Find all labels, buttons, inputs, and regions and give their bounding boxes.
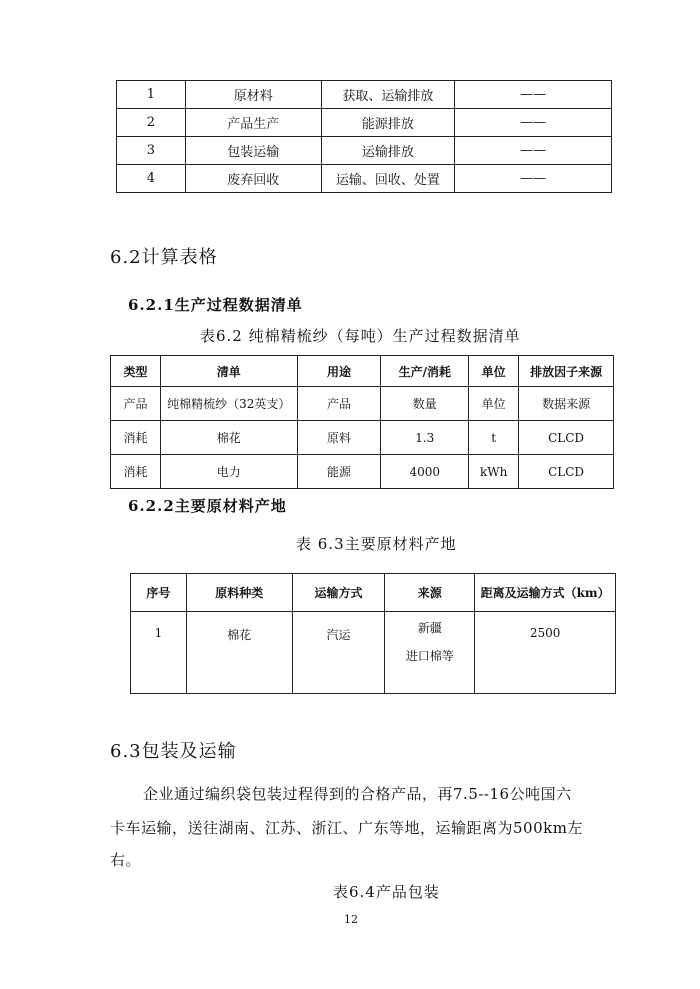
table-cell: 产品 — [111, 387, 161, 421]
section-heading-6-3: 6.3包装及运输 — [110, 741, 237, 762]
column-header: 用途 — [297, 356, 381, 387]
source-line: 新疆 — [417, 621, 442, 635]
table-row — [111, 455, 614, 489]
table-cell: —— — [455, 81, 612, 109]
table-row — [117, 81, 612, 109]
table-cell: 能源 — [297, 455, 381, 489]
table-cell: 包装运输 — [185, 137, 321, 165]
table-header-row — [111, 356, 614, 387]
table-cell: 原材料 — [185, 81, 321, 109]
table-cell: CLCD — [519, 455, 614, 489]
column-header: 运输方式 — [292, 574, 385, 612]
column-header: 类型 — [111, 356, 161, 387]
table-cell: 原料 — [297, 421, 381, 455]
table-cell: 2500 — [475, 612, 616, 694]
table-row — [117, 165, 612, 193]
table-caption-6-4: 表6.4产品包装 — [333, 883, 440, 901]
paragraph-line: 卡车运输，送往湖南、江苏、浙江、广东等地，运输距离为500km左 — [110, 819, 583, 837]
column-header: 原料种类 — [186, 574, 292, 612]
column-header: 距离及运输方式（km） — [475, 574, 616, 612]
section-heading-6-2-2: 6.2.2主要原材料产地 — [128, 497, 287, 515]
table-row — [117, 109, 612, 137]
table-cell: 产品 — [297, 387, 381, 421]
column-header: 序号 — [131, 574, 187, 612]
page-number: 12 — [344, 913, 358, 926]
table-cell: 1 — [131, 612, 187, 694]
column-header: 清单 — [160, 356, 297, 387]
table-row — [131, 612, 616, 694]
table-header-row — [131, 574, 616, 612]
table-cell: 纯棉精梳纱（32英支） — [160, 387, 297, 421]
column-header: 来源 — [385, 574, 475, 612]
column-header: 生产/消耗 — [381, 356, 469, 387]
table-cell: 棉花 — [160, 421, 297, 455]
table-cell: 单位 — [469, 387, 519, 421]
table-cell: 4 — [117, 165, 186, 193]
table-cell: t — [469, 421, 519, 455]
table-caption-6-3: 表 6.3主要原材料产地 — [296, 535, 457, 553]
table-cell: 能源排放 — [321, 109, 455, 137]
raw-material-origin-table — [130, 573, 616, 694]
table-cell: 棉花 — [186, 612, 292, 694]
paragraph-line: 企业通过编织袋包装过程得到的合格产品，再7.5--16公吨国六 — [143, 785, 572, 803]
table-cell: 1.3 — [381, 421, 469, 455]
production-data-table — [110, 355, 614, 489]
table-cell: 汽运 — [292, 612, 385, 694]
column-header: 单位 — [469, 356, 519, 387]
table-cell: 3 — [117, 137, 186, 165]
section-heading-6-2: 6.2计算表格 — [110, 247, 218, 268]
table-cell: —— — [455, 165, 612, 193]
table-cell: CLCD — [519, 421, 614, 455]
table-row — [111, 421, 614, 455]
table-cell: 产品生产 — [185, 109, 321, 137]
table-cell: 1 — [117, 81, 186, 109]
table-cell: 消耗 — [111, 455, 161, 489]
table-cell: —— — [455, 109, 612, 137]
table-cell: 电力 — [160, 455, 297, 489]
table-cell: —— — [455, 137, 612, 165]
table-cell: kWh — [469, 455, 519, 489]
table-row — [117, 137, 612, 165]
table-cell: 废弃回收 — [185, 165, 321, 193]
table-row — [111, 387, 614, 421]
table-caption-6-2: 表6.2 纯棉精梳纱（每吨）生产过程数据清单 — [200, 327, 521, 345]
table-cell: 消耗 — [111, 421, 161, 455]
table-cell: 2 — [117, 109, 186, 137]
table-cell: 数量 — [381, 387, 469, 421]
source-line: 进口棉等 — [405, 649, 454, 663]
lifecycle-stage-table — [116, 80, 612, 193]
table-cell: 获取、运输排放 — [321, 81, 455, 109]
table-cell: 运输、回收、处置 — [321, 165, 455, 193]
table-cell-source — [385, 612, 475, 694]
table-cell: 数据来源 — [519, 387, 614, 421]
section-heading-6-2-1: 6.2.1生产过程数据清单 — [128, 296, 303, 314]
table-cell: 运输排放 — [321, 137, 455, 165]
paragraph-line: 右。 — [110, 851, 142, 869]
column-header: 排放因子来源 — [519, 356, 614, 387]
table-cell: 4000 — [381, 455, 469, 489]
